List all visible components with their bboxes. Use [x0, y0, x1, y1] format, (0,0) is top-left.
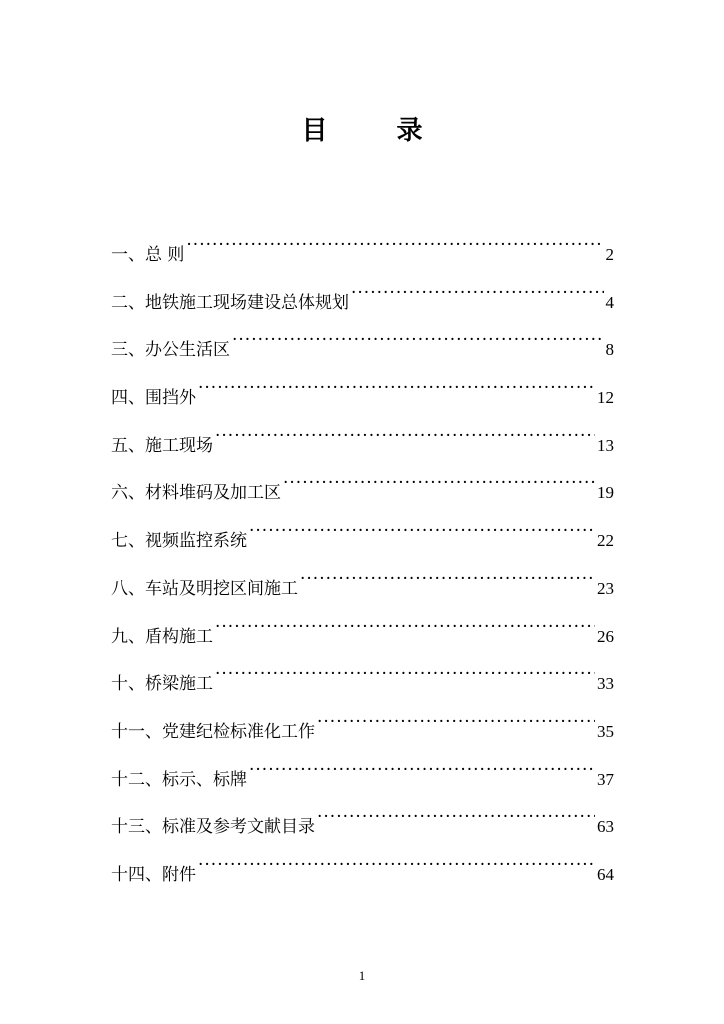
toc-entry-8[interactable] [111, 564, 614, 612]
toc-entry-14[interactable] [111, 850, 614, 898]
toc-label: 七、视频监控系统 [111, 531, 247, 552]
toc-label: 一、总 则 [111, 245, 185, 265]
toc-page-number: 13 [597, 435, 614, 455]
toc-label: 三、办公生活区 [111, 340, 230, 361]
toc-page-number: 37 [597, 769, 614, 789]
toc-label: 十二、标示、标牌 [111, 769, 247, 790]
toc-label: 十、桥梁施工 [111, 674, 213, 695]
toc-page-number: 26 [597, 626, 614, 646]
toc-entry-12[interactable] [111, 755, 614, 803]
dot-leader [317, 707, 595, 737]
dot-leader [215, 421, 595, 451]
toc-entry-3[interactable] [111, 325, 614, 373]
toc-entry-10[interactable] [111, 659, 614, 707]
toc-entry-7[interactable] [111, 516, 614, 564]
toc-entry-5[interactable] [111, 421, 614, 469]
toc-label: 八、车站及明挖区间施工 [111, 578, 298, 599]
table-of-contents [111, 230, 614, 898]
toc-label: 十四、附件 [111, 864, 196, 885]
toc-label: 二、地铁施工现场建设总体规划 [111, 292, 349, 313]
dot-leader [300, 564, 595, 594]
toc-page-number: 19 [597, 483, 614, 503]
toc-entry-11[interactable] [111, 707, 614, 755]
toc-entry-2[interactable] [111, 278, 614, 326]
dot-leader [186, 230, 603, 260]
toc-page-number: 63 [597, 817, 614, 837]
toc-page-number: 2 [605, 245, 614, 264]
dot-leader [249, 516, 595, 546]
toc-entry-13[interactable] [111, 802, 614, 850]
dot-leader [215, 659, 595, 689]
toc-page-number: 4 [605, 292, 614, 312]
toc-page-number: 12 [597, 388, 614, 408]
dot-leader [283, 468, 595, 498]
dot-leader [198, 373, 595, 403]
dot-leader [249, 755, 595, 785]
dot-leader [317, 802, 595, 832]
dot-leader [215, 612, 595, 642]
footer-page-number: 1 [358, 968, 366, 983]
toc-label: 十三、标准及参考文献目录 [111, 817, 315, 838]
toc-label: 四、围挡外 [111, 388, 196, 409]
toc-label: 五、施工现场 [111, 435, 213, 456]
toc-entry-6[interactable] [111, 468, 614, 516]
toc-page-number: 23 [597, 578, 614, 598]
page-title: 目 录 [301, 116, 453, 146]
toc-label: 九、盾构施工 [111, 626, 213, 647]
toc-page-number: 22 [597, 531, 614, 551]
toc-entry-4[interactable] [111, 373, 614, 421]
toc-page-number: 8 [605, 340, 614, 360]
toc-label: 六、材料堆码及加工区 [111, 483, 281, 504]
dot-leader [351, 278, 604, 308]
toc-page-number: 35 [597, 721, 614, 741]
dot-leader [198, 850, 595, 880]
toc-label: 十一、党建纪检标准化工作 [111, 721, 315, 742]
toc-entry-9[interactable] [111, 612, 614, 660]
toc-page-number: 33 [597, 674, 614, 694]
dot-leader [232, 325, 604, 355]
toc-entry-1[interactable] [111, 230, 614, 278]
toc-page-number: 64 [597, 864, 614, 884]
